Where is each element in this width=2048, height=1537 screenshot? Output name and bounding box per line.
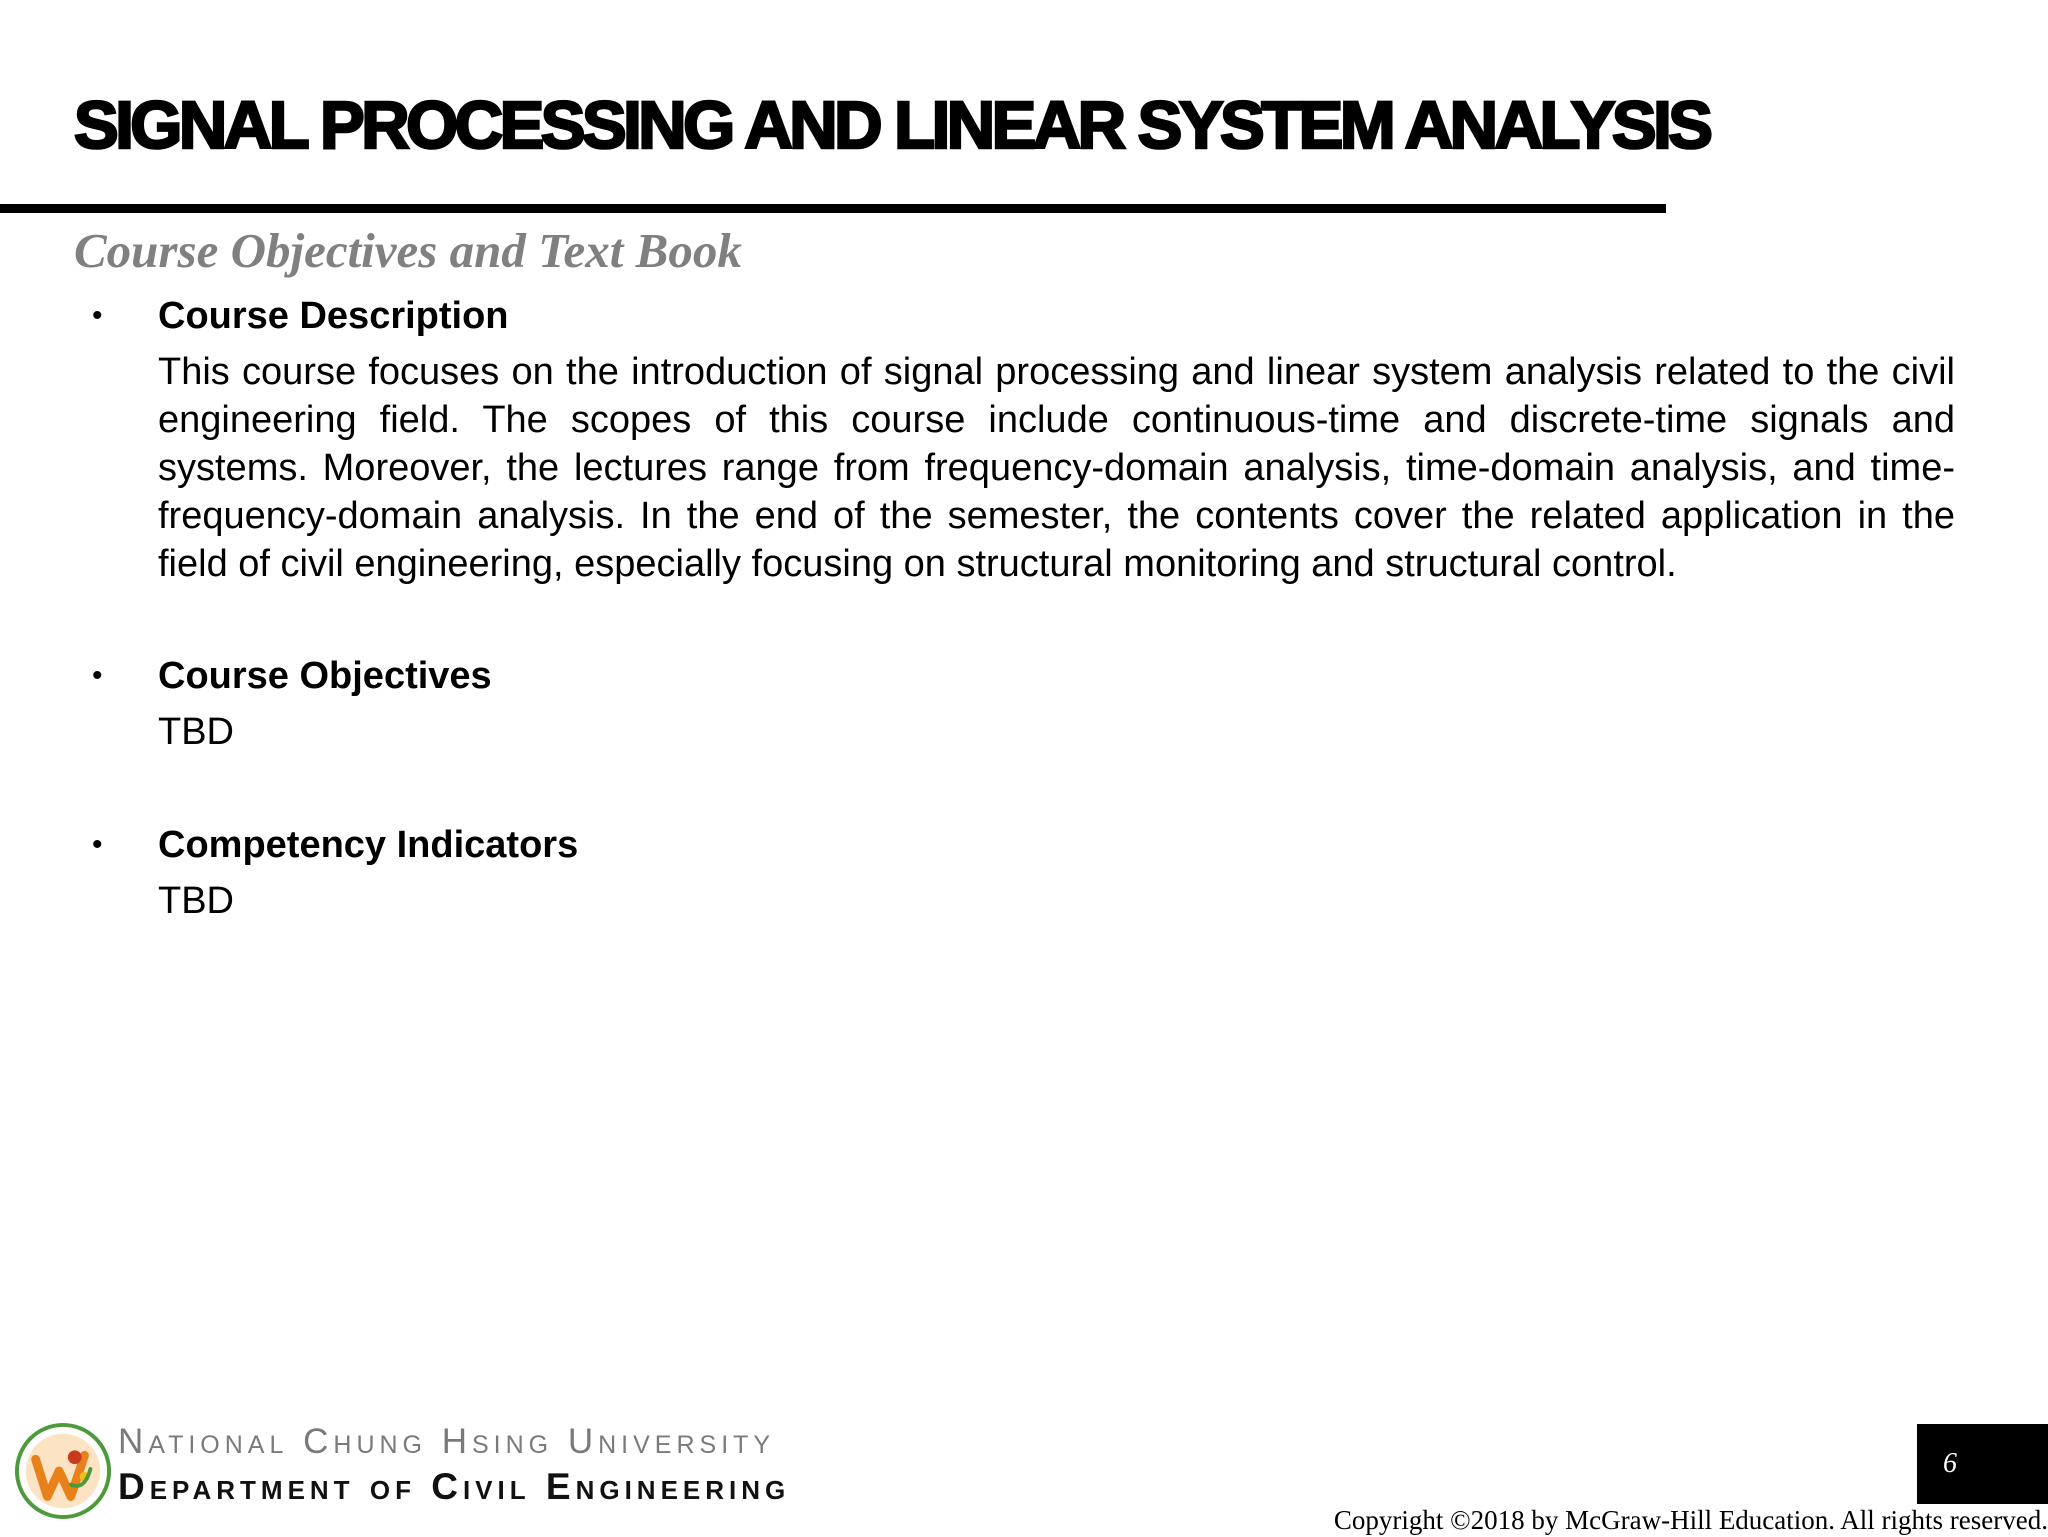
slide-subtitle: Course Objectives and Text Book bbox=[74, 223, 742, 278]
section-body: TBD bbox=[158, 880, 234, 922]
bullet-glyph: • bbox=[92, 299, 103, 332]
page-number: 6 bbox=[1943, 1448, 1957, 1479]
section-heading: Competency Indicators bbox=[158, 824, 579, 866]
section-heading: Course Objectives bbox=[158, 655, 492, 697]
footer-university-name: National Chung Hsing University bbox=[118, 1422, 776, 1461]
page-number-box bbox=[1917, 1424, 2048, 1504]
bullet-glyph: • bbox=[92, 659, 103, 692]
section-body: This course focuses on the introduction of signal processing and linear system analysis related to the civil engineering field. The scopes of this course include continuous-time and discrete-time signals and systems. Moreover, the lectures range from frequency-domain analysis, time-domain analysis, and time-frequency-domain analysis. In the end of the semester, the contents cover the related application in the field of civil engineering, especially focusing on structural monitoring and structural control. bbox=[158, 351, 1955, 585]
footer-department-name: Department of Civil Engineering bbox=[118, 1466, 791, 1507]
bullet-glyph: • bbox=[92, 828, 103, 861]
section-body: TBD bbox=[158, 711, 234, 753]
copyright-notice: Copyright ©2018 by McGraw-Hill Education. All rights reserved. bbox=[1333, 1505, 2048, 1535]
section-heading: Course Description bbox=[158, 295, 509, 337]
title-underline-rule bbox=[0, 204, 1666, 213]
slide-title: SIGNAL PROCESSING AND LINEAR SYSTEM ANALYSIS bbox=[74, 88, 1710, 163]
university-logo-icon bbox=[14, 1422, 112, 1520]
